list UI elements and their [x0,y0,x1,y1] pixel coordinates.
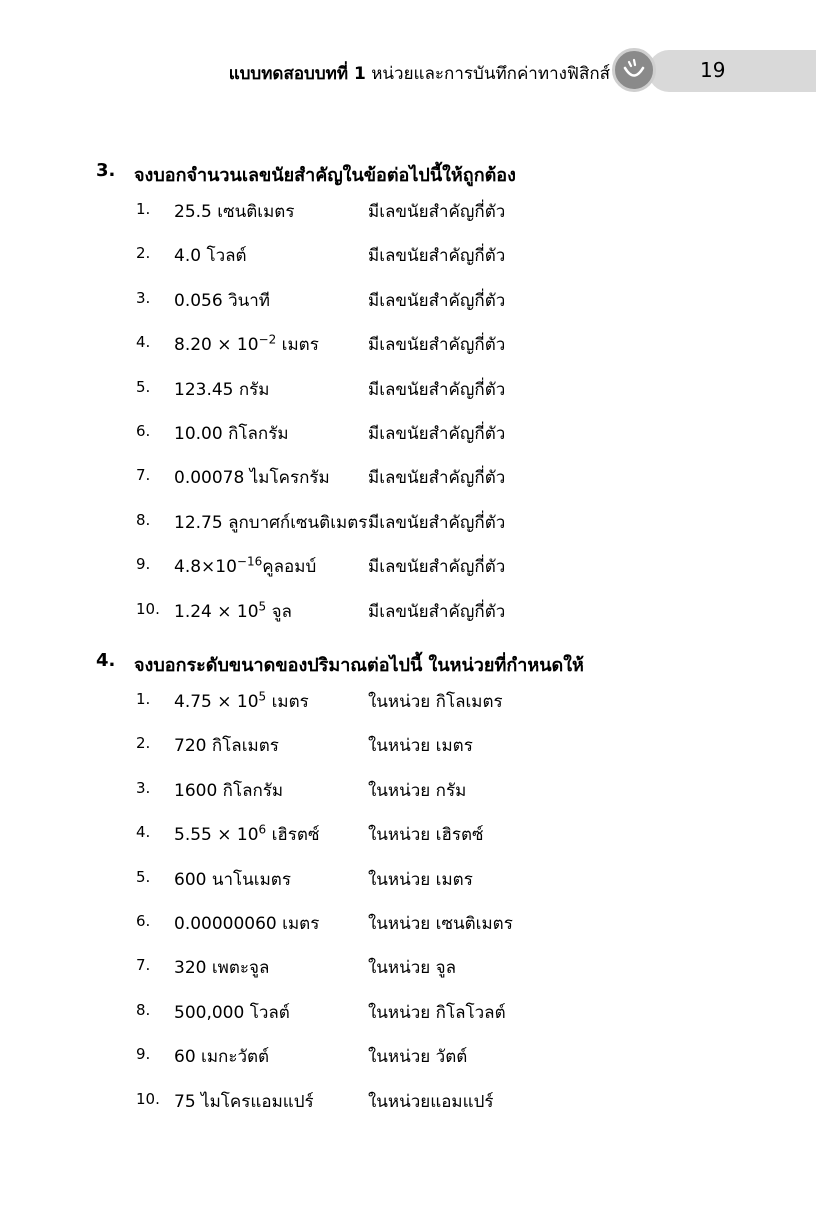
list-item [96,412,796,456]
item-question: มีเลขนัยสำคัญกี่ตัว [368,512,506,533]
quantity-exponent: −2 [258,332,277,347]
section-3-title [96,160,796,190]
item-number: 8. [136,1000,151,1019]
item-quantity [174,331,319,358]
item-question: มีเลขนัยสำคัญกี่ตัว [368,290,506,311]
list-item [96,813,796,857]
item-number: 8. [136,510,151,529]
quantity-base: 0.056 วินาที [174,290,270,311]
item-quantity [174,287,270,314]
item-quantity [174,464,330,491]
quantity-base: 1600 กิโลกรัม [174,780,284,801]
quantity-base: 10.00 กิโลกรัม [174,423,289,444]
item-question: มีเลขนัยสำคัญกี่ตัว [368,601,506,622]
item-quantity [174,821,320,848]
item-question: มีเลขนัยสำคัญกี่ตัว [368,423,506,444]
item-question: มีเลขนัยสำคัญกี่ตัว [368,202,506,222]
item-question: ในหน่วย กิโลเมตร [368,692,503,712]
item-quantity [174,999,290,1026]
quantity-exponent: 5 [258,598,267,613]
section-4 [96,650,796,1124]
item-number: 1. [136,200,151,218]
quantity-base: 4.0 โวลต์ [174,246,247,267]
quantity-base: 1.24 × 10 [174,601,259,622]
item-question: ในหน่วย จูล [368,958,457,979]
quantity-exponent: 5 [258,689,267,704]
list-item [96,501,796,545]
page-number-tab [648,50,816,92]
item-quantity [174,242,247,269]
item-quantity [174,509,367,536]
section-3-heading: จงบอกจำนวนเลขนัยสำคัญในข้อต่อไปนี้ให้ถูกต้อง [134,165,516,186]
item-number: 3. [136,778,151,797]
quantity-base: 320 เพตะจูล [174,958,270,979]
list-item [96,590,796,634]
item-quantity [174,1043,269,1070]
item-quantity [174,376,270,403]
section-4-list [96,680,796,1124]
list-item [96,991,796,1035]
quantity-base: 8.20 × 10 [174,335,259,356]
quantity-base: 12.75 ลูกบาศก์เซนติเมตร [174,512,368,533]
item-question: ในหน่วย กิโลโวลต์ [368,1002,506,1023]
item-number: 7. [136,466,151,485]
item-quantity [174,1088,314,1115]
item-question: มีเลขนัยสำคัญกี่ตัว [368,246,506,267]
list-item [96,234,796,278]
list-item [96,323,796,367]
quantity-unit: เมตร [276,335,319,356]
item-number: 10. [136,1089,160,1108]
header-title [229,60,610,87]
quantity-unit: เมตร [266,692,309,712]
list-item [96,545,796,589]
item-question: ในหน่วยแอมแปร์ [368,1091,494,1112]
quantity-base: 123.45 กรัม [174,379,270,400]
item-quantity [174,420,289,447]
section-3-number: 3. [96,160,116,181]
item-number: 5. [136,867,151,886]
quantity-base: 25.5 เซนติเมตร [174,202,295,222]
quantity-base: 720 กิโลเมตร [174,736,279,757]
section-4-number: 4. [96,650,116,671]
quantity-unit: จูล [266,601,292,622]
quantity-exponent: −16 [236,554,263,569]
item-number: 2. [136,244,151,263]
item-quantity [174,732,279,759]
section-4-heading: จงบอกระดับขนาดของปริมาณต่อไปนี้ ในหน่วยที่กำหนดให้ [134,655,584,676]
item-question: มีเลขนัยสำคัญกี่ตัว [368,335,506,356]
item-question: ในหน่วย เมตร [368,869,473,890]
item-question: มีเลขนัยสำคัญกี่ตัว [368,557,506,578]
item-quantity [174,598,292,625]
page-header [0,48,822,96]
item-number: 4. [136,823,151,842]
quantity-base: 600 นาโนเมตร [174,869,291,890]
item-number: 7. [136,956,151,975]
item-quantity [174,866,291,893]
list-item [96,902,796,946]
list-item [96,456,796,500]
list-item [96,769,796,813]
list-item [96,279,796,323]
item-question: ในหน่วย วัตต์ [368,1047,468,1068]
item-question: ในหน่วย กรัม [368,780,467,801]
list-item [96,1035,796,1079]
quantity-base: 0.00078 ไมโครกรัม [174,468,330,489]
item-quantity [174,198,294,225]
item-quantity [174,777,283,804]
section-4-title [96,650,796,680]
item-number: 2. [136,734,151,753]
section-3-list [96,190,796,634]
list-item [96,858,796,902]
item-number: 9. [136,1045,151,1064]
item-quantity [174,954,269,981]
item-question: มีเลขนัยสำคัญกี่ตัว [368,379,506,400]
item-number: 9. [136,555,151,574]
quantity-exponent: 6 [258,822,267,837]
page-number: 19 [700,58,726,82]
header-title-rest: หน่วยและการบันทึกค่าทางฟิสิกส์ [371,64,610,84]
quantity-base: 5.55 × 10 [174,825,259,846]
item-number: 1. [136,690,151,708]
list-item [96,368,796,412]
section-3 [96,160,796,634]
quantity-base: 60 เมกะวัตต์ [174,1047,270,1068]
item-question: ในหน่วย เซนติเมตร [368,913,513,934]
quantity-base: 500,000 โวลต์ [174,1002,290,1023]
item-number: 3. [136,288,151,307]
list-item [96,190,796,234]
item-question: ในหน่วย เมตร [368,736,473,757]
header-title-bold: แบบทดสอบบทที่ 1 [228,64,366,84]
list-item [96,1080,796,1124]
item-question: มีเลขนัยสำคัญกี่ตัว [368,468,506,489]
item-number: 6. [136,911,151,930]
quantity-base: 75 ไมโครแอมแปร์ [174,1091,314,1112]
list-item [96,946,796,990]
quantity-unit: เฮิรตซ์ [266,825,320,846]
quantity-base: 4.75 × 10 [174,692,259,712]
item-quantity [174,910,319,937]
item-number: 6. [136,421,151,440]
quantity-base: 0.00000060 เมตร [174,913,320,934]
item-question: ในหน่วย เฮิรตซ์ [368,825,484,846]
item-number: 4. [136,333,151,352]
smiley-icon [612,48,656,92]
item-quantity [174,553,316,580]
item-quantity [174,688,309,715]
quantity-base: 4.8×10 [174,557,237,578]
item-number: 10. [136,599,160,618]
list-item [96,680,796,724]
list-item [96,724,796,768]
quantity-unit: คูลอมบ์ [262,557,317,578]
item-number: 5. [136,377,151,396]
